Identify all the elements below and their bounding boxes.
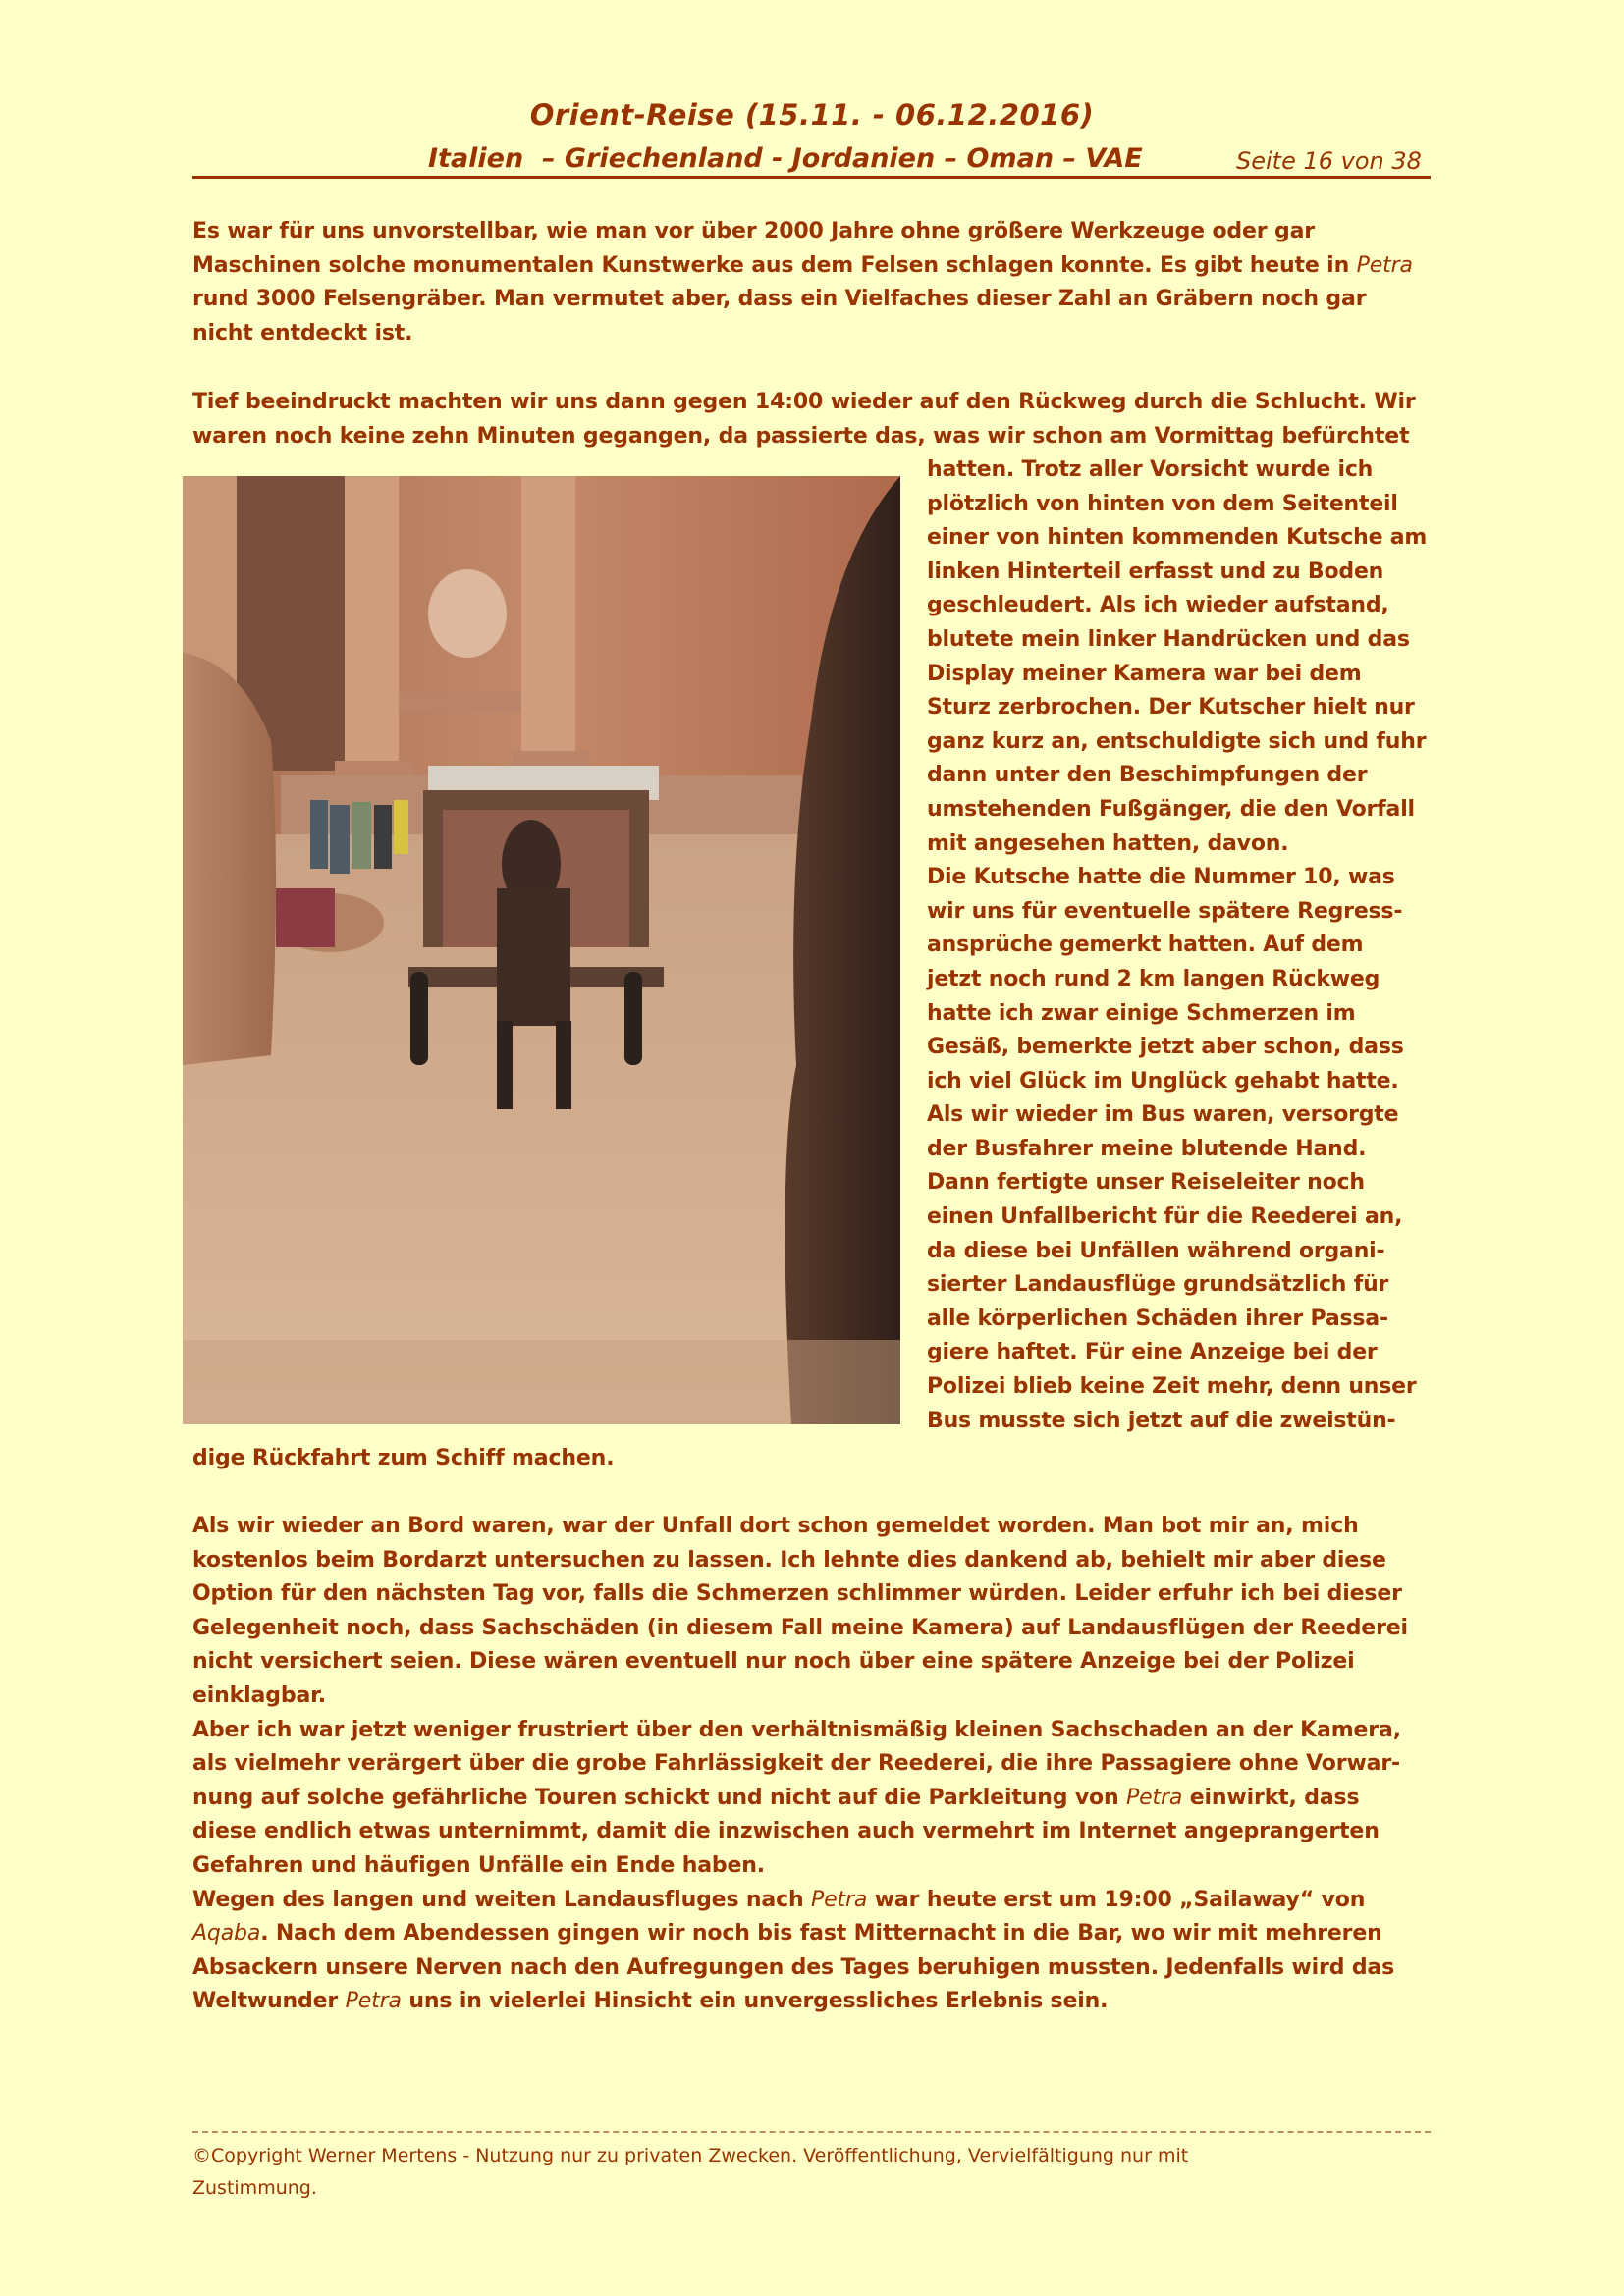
text-line: dann unter den Beschimpfungen der [927, 763, 1368, 788]
text-line: Option für den nächsten Tag vor, falls die Schmerzen schlimmer würden. Leider erfuhr ich bei dieser [192, 1581, 1402, 1607]
text-line: Gefahren und häufigen Unfälle ein Ende haben. [192, 1852, 766, 1878]
text-line: mit angesehen hatten, davon. [927, 830, 1289, 856]
paragraph-3 [192, 1510, 1439, 2019]
paragraph-2-intro [192, 386, 1439, 454]
text-line: als vielmehr verärgert über die grobe Fahrlässigkeit der Reederei, die ihre Passagiere ohne Vorwar- [192, 1751, 1401, 1777]
text-line: jetzt noch rund 2 km langen Rückweg [927, 966, 1380, 991]
text-line: Es war für uns unvorstellbar, wie man vor über 2000 Jahre ohne größere Werkzeuge oder gar [192, 219, 1315, 243]
text-line: plötzlich von hinten von dem Seitenteil [927, 491, 1398, 516]
text-line: rund 3000 Felsengräber. Man vermutet aber, dass ein Vielfaches dieser Zahl an Gräbern noch gar [192, 287, 1367, 312]
text-line: einklagbar. [192, 1682, 326, 1708]
text-line: nicht entdeckt ist. [192, 320, 413, 346]
text-line: Gelegenheit noch, dass Sachschäden (in diesem Fall meine Kamera) auf Landausflügen der Reederei [192, 1615, 1408, 1640]
text-line: einen Unfallbericht für die Reederei an, [927, 1204, 1403, 1230]
text-line: Maschinen solche monumentalen Kunstwerke aus dem Felsen schlagen konnte. Es gibt heute in Petra [192, 252, 1413, 278]
document-subtitle: Italien – Griechenland - Jordanien – Oman – VAE [428, 143, 1143, 174]
place-name: Petra [345, 1989, 402, 2014]
text-line: Polizei blieb keine Zeit mehr, denn unser [927, 1374, 1417, 1400]
text-line: geschleudert. Als ich wieder aufstand, [927, 593, 1389, 618]
text-line: Absackern unsere Nerven nach den Aufregungen des Tages beruhigen mussten. Jedenfalls wird das [192, 1954, 1395, 1980]
place-name: Aqaba [192, 1921, 261, 1947]
text-line: Die Kutsche hatte die Nummer 10, was [927, 865, 1395, 890]
place-name: Petra [1126, 1785, 1183, 1810]
text-line: Als wir wieder an Bord waren, war der Unfall dort schon gemeldet worden. Man bot mir an, mich [192, 1514, 1359, 1538]
copyright-line: ©Copyright Werner Mertens - Nutzung nur zu privaten Zwecken. Veröffentlichung, Vervielfältigung nur mit [192, 2145, 1189, 2166]
copyright-notice [192, 2140, 1430, 2205]
place-name: Petra [1356, 252, 1413, 278]
text-line: Sturz zerbrochen. Der Kutscher hielt nur [927, 695, 1415, 721]
text-line: Tief beeindruckt machten wir uns dann gegen 14:00 wieder auf den Rückweg durch die Schlucht. Wir [192, 390, 1416, 414]
text-line: Aqaba. Nach dem Abendessen gingen wir noch bis fast Mitternacht in die Bar, wo wir mit mehreren [192, 1921, 1382, 1947]
paragraph-1 [192, 215, 1439, 350]
text-line: hatten. Trotz aller Vorsicht wurde ich [927, 457, 1374, 482]
header-divider [192, 176, 1431, 179]
text-line: Wegen des langen und weiten Landausfluges nach Petra war heute erst um 19:00 „Sailaway“ von [192, 1887, 1366, 1912]
text-line: ganz kurz an, entschuldigte sich und fuhr [927, 728, 1427, 754]
text-line: ich viel Glück im Unglück gehabt hatte. [927, 1068, 1399, 1094]
text-line: sierter Landausflüge grundsätzlich für [927, 1272, 1389, 1298]
text-line: einer von hinten kommenden Kutsche am [927, 525, 1428, 551]
text-line: Gesäß, bemerkte jetzt aber schon, dass [927, 1035, 1404, 1060]
paragraph-2-end [192, 1442, 1439, 1476]
text-line: blutete mein linker Handrücken und das [927, 626, 1410, 652]
copyright-line: Zustimmung. [192, 2177, 317, 2199]
text-line: Weltwunder Petra uns in vielerlei Hinsicht ein unvergessliches Erlebnis sein. [192, 1989, 1109, 2014]
text-line: ansprüche gemerkt hatten. Auf dem [927, 933, 1364, 958]
text-line: da diese bei Unfällen während organi- [927, 1238, 1385, 1263]
text-line: waren noch keine zehn Minuten gegangen, da passierte das, was wir schon am Vormittag befürchtet [192, 423, 1410, 449]
place-name: Petra [811, 1887, 868, 1912]
text-line: Dann fertigte unser Reiseleiter noch [927, 1170, 1365, 1196]
footer-divider [192, 2131, 1431, 2134]
text-line: kostenlos beim Bordarzt untersuchen zu lassen. Ich lehnte dies dankend ab, behielt mir aber diese [192, 1547, 1386, 1573]
text-line: dige Rückfahrt zum Schiff machen. [192, 1446, 615, 1470]
petra-carriage-photo [183, 476, 900, 1424]
text-line: nicht versichert seien. Diese wären eventuell nur noch über eine spätere Anzeige bei der Polizei [192, 1649, 1355, 1675]
text-line: Als wir wieder im Bus waren, versorgte [927, 1102, 1399, 1128]
paragraph-2-column [927, 454, 1437, 1438]
text-line: linken Hinterteil erfasst und zu Boden [927, 559, 1384, 584]
text-line: nung auf solche gefährliche Touren schickt und nicht auf die Parkleitung von Petra einwirkt, dass [192, 1785, 1360, 1810]
document-title: Orient-Reise (15.11. - 06.12.2016) [529, 98, 1095, 132]
text-line: hatte ich zwar einige Schmerzen im [927, 1000, 1356, 1026]
text-line: alle körperlichen Schäden ihrer Passa- [927, 1306, 1388, 1331]
text-line: wir uns für eventuelle spätere Regress- [927, 898, 1403, 924]
text-line: Aber ich war jetzt weniger frustriert über den verhältnismäßig kleinen Sachschaden an der Kamera, [192, 1717, 1401, 1742]
text-line: giere haftet. Für eine Anzeige bei der [927, 1340, 1378, 1365]
text-line: Display meiner Kamera war bei dem [927, 661, 1362, 686]
text-line: diese endlich etwas unternimmt, damit die inzwischen auch vermehrt im Internet angeprangerten [192, 1819, 1380, 1844]
page-indicator: Seite 16 von 38 [1236, 147, 1422, 175]
text-line: Bus musste sich jetzt auf die zweistün- [927, 1408, 1396, 1433]
text-line: umstehenden Fußgänger, die den Vorfall [927, 796, 1415, 822]
text-line: der Busfahrer meine blutende Hand. [927, 1136, 1367, 1161]
